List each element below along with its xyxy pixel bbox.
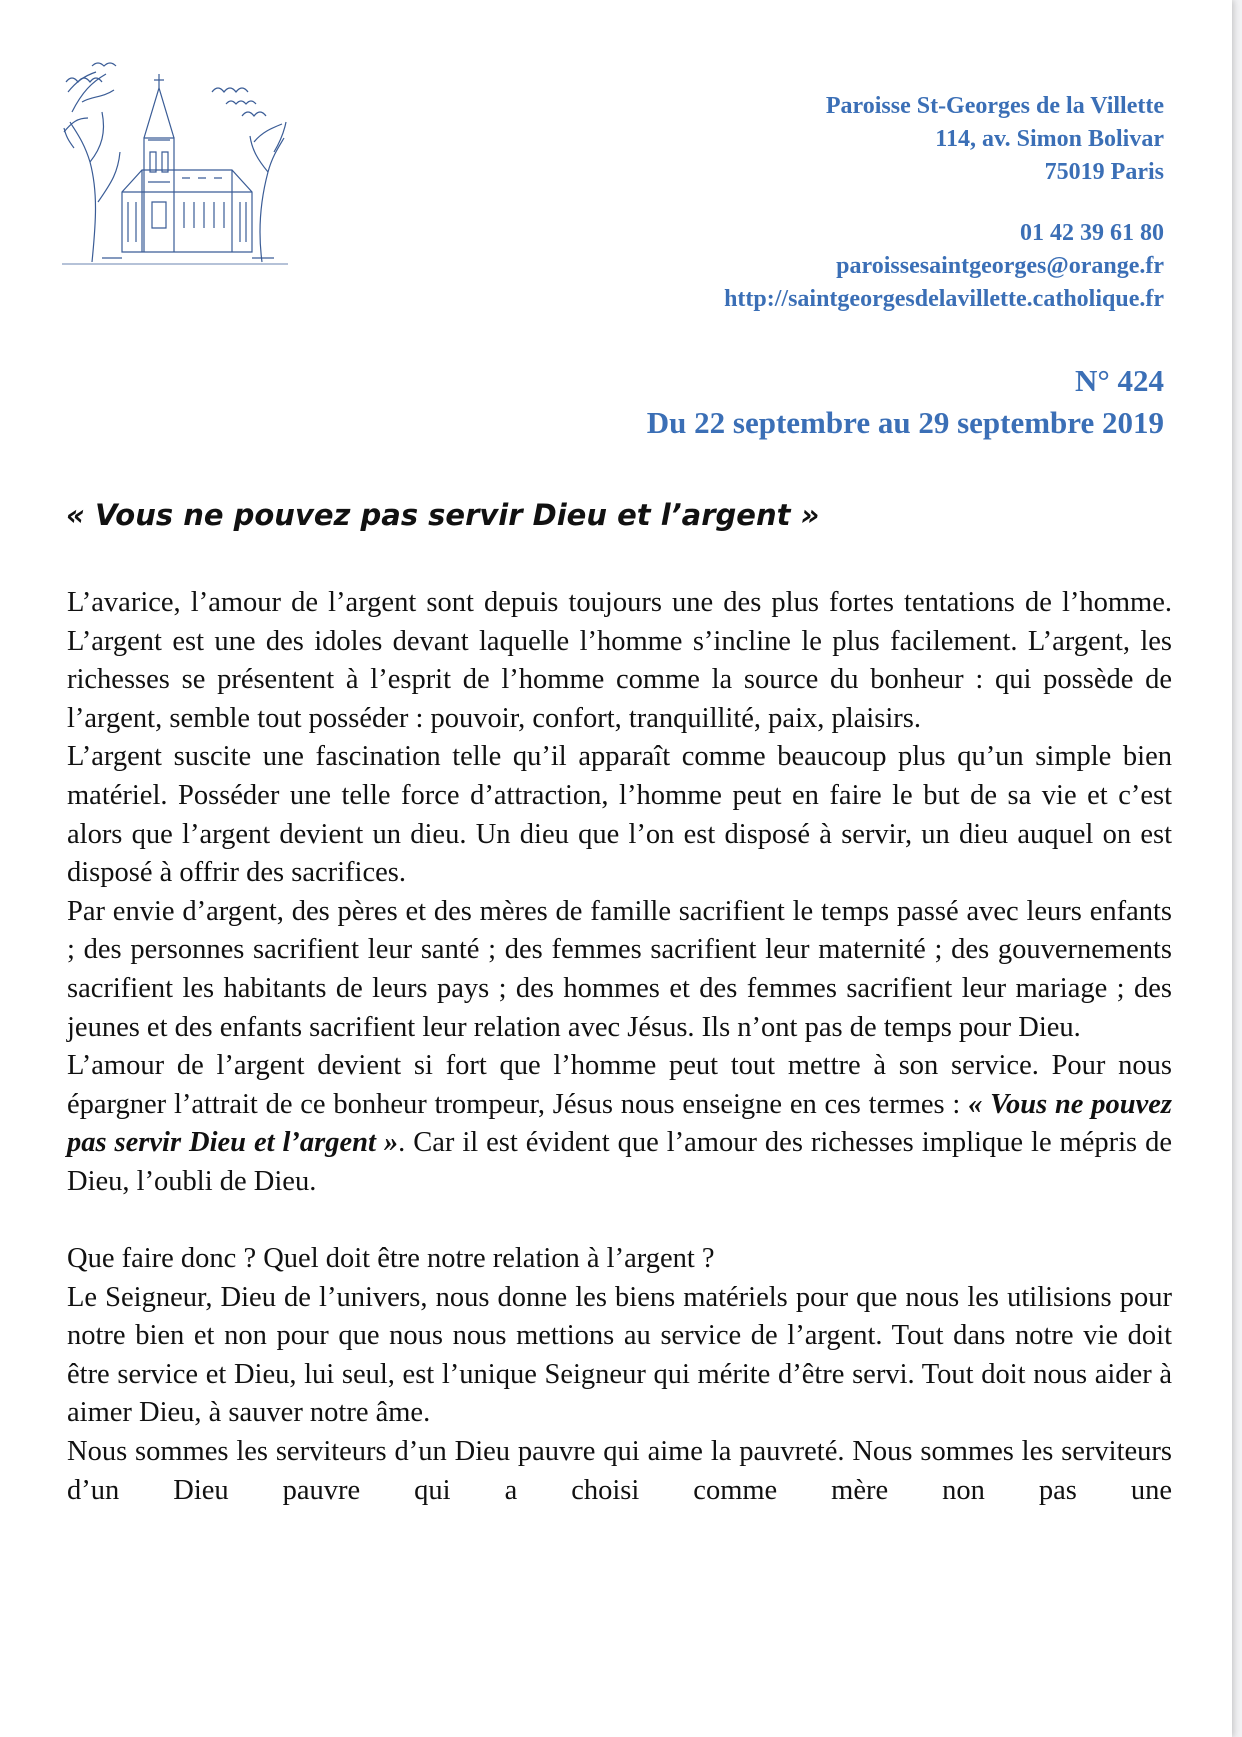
paragraph-4-start: L’amour de l’argent devient si fort que l’homme peut tout mettre à son service. Pour nous épargner l’attrait de ce bonheur trompeur, Jésus nous enseigne en ces termes : [67, 1050, 1172, 1120]
paragraph-4-quote: « Vous ne pouvez pas servir Dieu et l’argent » [67, 1088, 1172, 1159]
paragraph-5: Que faire donc ? Quel doit être notre relation à l’argent ? [67, 1243, 715, 1275]
paragraph-4-end: . Car il est évident que l’amour des richesses implique le mépris de Dieu, l’oubli de Dieu. [67, 1127, 1172, 1197]
parish-phone: 01 42 39 61 80 [1020, 220, 1164, 246]
paragraph-4 [67, 1047, 1172, 1201]
issue-block [647, 360, 1164, 444]
issue-number: N° 424 [1074, 363, 1164, 398]
article-body [67, 584, 1172, 1510]
parish-city: 75019 Paris [1044, 159, 1164, 185]
paragraph-2: L’argent suscite une fascination telle qu’il apparaît comme beaucoup plus qu’un simple bien matériel. Posséder une telle force d’attraction, l’homme peut en faire le but de sa vie et c’est alors que l’argent devient un dieu. Un dieu que l’on est disposé à servir, un dieu auquel on est disposé à offrir des sacrifices. [67, 741, 1172, 889]
paragraph-6: Le Seigneur, Dieu de l’univers, nous donne les biens matériels pour que nous les utilisions pour notre bien et non pour que nous nous mettions au service de l’argent. Tout dans notre vie doit être service et Dieu, lui seul, est l’unique Seigneur qui mérite d’être servi. Tout doit nous aider à aimer Dieu, à sauver notre âme. [67, 1281, 1172, 1429]
paragraph-spacer [67, 1202, 1172, 1241]
article-title: « Vous ne pouvez pas servir Dieu et l’argent » [66, 498, 820, 532]
header-spacer [724, 189, 1164, 217]
paragraph-1: L’avarice, l’amour de l’argent sont depuis toujours une des plus fortes tentations de l’homme. L’argent est une des idoles devant laquelle l’homme s’incline le plus facilement. L’argent, les richesses se présentent à l’esprit de l’homme comme la source du bonheur : qui possède de l’argent, semble tout posséder : pouvoir, confort, tranquillité, paix, plaisirs. [67, 587, 1172, 734]
parish-street: 114, av. Simon Bolivar [935, 126, 1164, 152]
parish-name: Paroisse St-Georges de la Villette [825, 93, 1164, 119]
paragraph-7: Nous sommes les serviteurs d’un Dieu pauvre qui aime la pauvreté. Nous sommes les serviteurs d’un Dieu pauvre qui a choisi comme mère non pas une [67, 1436, 1172, 1506]
paragraph-3: Par envie d’argent, des pères et des mères de famille sacrifient le temps passé avec leurs enfants ; des personnes sacrifient leur santé ; des femmes sacrifient leur maternité ; des gouvernements sacrifient les habitants de leurs pays ; des hommes et des femmes sacrifient leur mariage ; des jeunes et des enfants sacrifient leur relation avec Jésus. Ils n’ont pas de temps pour Dieu. [67, 895, 1172, 1043]
parish-email[interactable]: paroissesaintgeorges@orange.fr [836, 253, 1164, 279]
church-logo-illustration [62, 52, 288, 270]
issue-dates: Du 22 septembre au 29 septembre 2019 [646, 405, 1164, 440]
parish-contact-block [724, 90, 1164, 316]
parish-website[interactable]: http://saintgeorgesdelavillette.catholique.fr [724, 286, 1164, 312]
